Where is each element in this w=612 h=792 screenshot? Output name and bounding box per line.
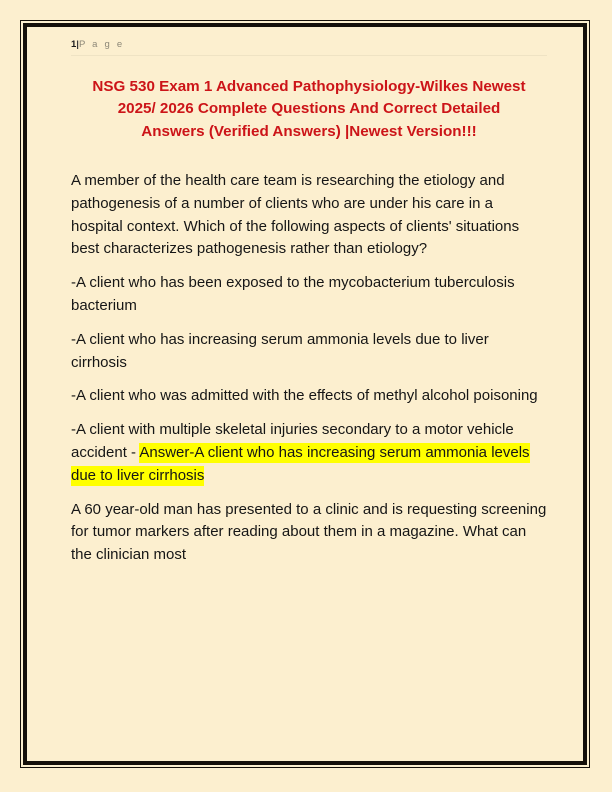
question-1-stem: A member of the health care team is researching the etiology and pathogenesis of a number of clients who are under his care in a hospital context. Which of the following aspects of clients' situations best characterizes pathogenesis rather than etiology?: [71, 172, 520, 258]
document-body: [71, 170, 547, 567]
question-1-option-4-with-answer: [71, 419, 547, 487]
question-1-option-4-text: -A client with multiple skeletal injuries secondary to a motor vehicle accident -: [71, 421, 514, 461]
question-1-option-2: -A client who has increasing serum ammonia levels due to liver cirrhosis: [71, 330, 489, 371]
question-2-stem: A 60 year-old man has presented to a clinic and is requesting screening for tumor markers after reading about them in a magazine. What can the clinician most: [71, 500, 547, 564]
page-header: [71, 39, 547, 56]
answer-highlight: Answer-A client who has increasing serum ammonia levels due to liver cirrhosis: [71, 444, 530, 484]
page-content: [27, 27, 583, 761]
header-separator: |: [76, 39, 79, 50]
page-border-frame: [23, 23, 587, 765]
question-1-option-3: -A client who was admitted with the effects of methyl alcohol poisoning: [71, 387, 538, 405]
page-sheet: [20, 20, 590, 768]
document-title: NSG 530 Exam 1 Advanced Pathophysiology-Wilkes Newest 2025/ 2026 Complete Questions And Correct Detailed Answers (Verified Answers) |Newest Version!!!: [92, 78, 526, 140]
question-1-option-1: -A client who has been exposed to the mycobacterium tuberculosis bacterium: [71, 274, 515, 315]
header-page-number: 1: [71, 39, 77, 50]
header-page-word: P a g e: [78, 39, 125, 50]
